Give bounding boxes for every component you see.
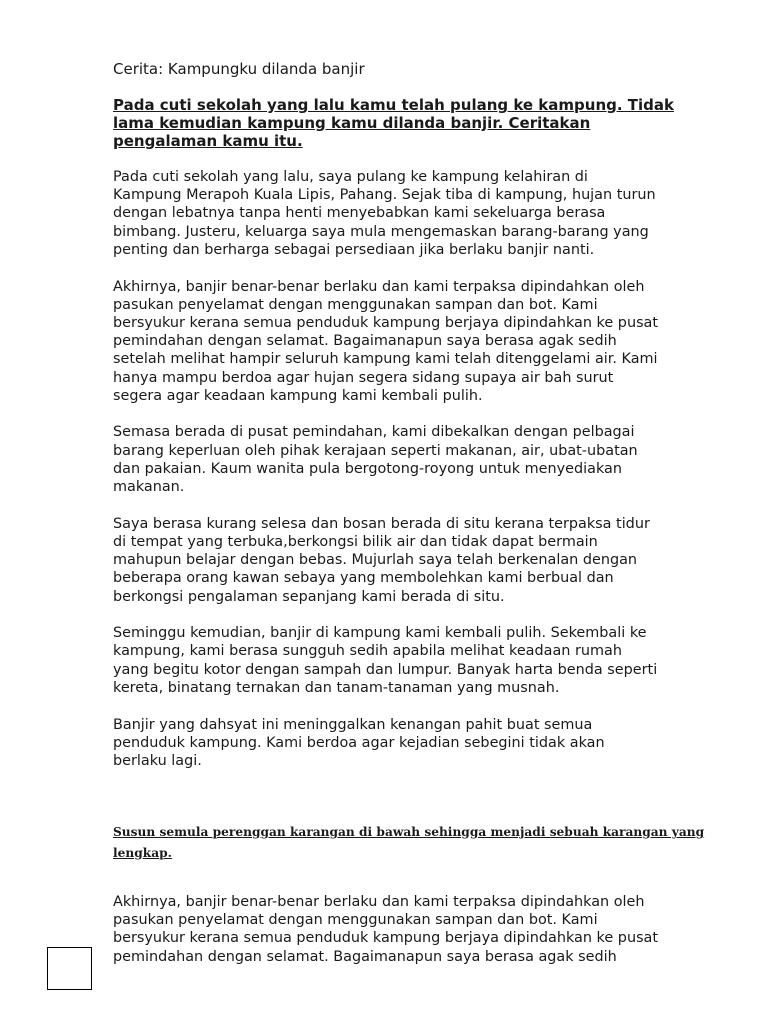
prompt-line: pengalaman kamu itu. [113,132,303,150]
paragraph-line: bersyukur kerana semua penduduk kampung berjaya dipindahkan ke pusat [113,930,659,947]
paragraph-line: penduduk kampung. Kami berdoa agar kejadian sebegini tidak akan [113,734,605,751]
paragraph-line: hanya mampu berdoa agar hujan segera sidang supaya air bah surut [113,369,614,386]
paragraph-line: berlaku lagi. [113,752,202,769]
paragraph-line: pemindahan dengan selamat. Bagaimanapun saya berasa agak sedih [113,948,617,965]
paragraph-line: Saya berasa kurang selesa dan bosan berada di situ kerana terpaksa tidur [113,515,650,532]
answer-box [47,947,92,990]
paragraph-line: bimbang. Justeru, keluarga saya mula mengemaskan barang-barang yang [113,223,649,240]
paragraph-line: pasukan penyelamat dengan menggunakan sampan dan bot. Kami [113,296,598,313]
paragraph-line: beberapa orang kawan sebaya yang membolehkan kami berbual dan [113,570,614,587]
paragraph-line: setelah melihat hampir seluruh kampung kami telah ditenggelami air. Kami [113,351,658,368]
paragraph-line: kereta, binatang ternakan dan tanam-tanaman yang musnah. [113,679,560,696]
paragraph-line: Akhirnya, banjir benar-benar berlaku dan kami terpaksa dipindahkan oleh [113,894,645,910]
paragraph-1 [113,168,713,259]
prompt-line: lama kemudian kampung kamu dilanda banjir. Ceritakan [113,114,591,132]
paragraph-line: kampung, kami berasa sungguh sedih apabila melihat keadaan rumah [113,643,622,660]
paragraph-line: di tempat yang terbuka,berkongsi bilik air dan tidak dapat bermain [113,533,598,550]
paragraph-2 [113,278,713,405]
paragraph-line: makanan. [113,479,185,496]
essay-prompt [113,96,693,150]
paragraph-6 [113,716,713,771]
instruction-line: lengkap. [113,846,172,860]
prompt-line: Pada cuti sekolah yang lalu kamu telah pulang ke kampung. Tidak [113,96,674,114]
paragraph-line: Kampung Merapoh Kuala Lipis, Pahang. Sejak tiba di kampung, hujan turun [113,187,656,204]
paragraph-line: barang keperluan oleh pihak kerajaan seperti makanan, air, ubat-ubatan [113,442,638,459]
paragraph-line: segera agar keadaan kampung kami kembali pulih. [113,387,483,404]
paragraph-4 [113,515,713,606]
paragraph-5 [113,624,713,697]
paragraph-line: dan pakaian. Kaum wanita pula bergotong-royong untuk menyediakan [113,460,622,477]
document-body [113,60,713,770]
paragraph-3 [113,423,713,496]
paragraph-line: penting dan berharga sebagai persediaan jika berlaku banjir nanti. [113,241,595,258]
paragraph-line: dengan lebatnya tanpa henti menyebabkan kami sekeluarga berasa [113,205,606,222]
paragraph-line: berkongsi pengalaman sepanjang kami berada di situ. [113,588,505,605]
paragraph-line: Seminggu kemudian, banjir di kampung kami kembali pulih. Sekembali ke [113,625,647,642]
paragraph-line: pasukan penyelamat dengan menggunakan sampan dan bot. Kami [113,912,598,929]
paragraph-line: Semasa berada di pusat pemindahan, kami dibekalkan dengan pelbagai [113,424,635,441]
exercise-paragraph [113,893,713,966]
instruction-line: Susun semula perenggan karangan di bawah sehingga menjadi sebuah karangan yang [113,825,705,839]
paragraph-line: Pada cuti sekolah yang lalu, saya pulang ke kampung kelahiran di [113,169,588,185]
paragraph-line: yang begitu kotor dengan sampah dan lumpur. Banyak harta benda seperti [113,661,658,678]
story-title: Cerita: Kampungku dilanda banjir [113,60,365,78]
paragraph-line: pemindahan dengan selamat. Bagaimanapun saya berasa agak sedih [113,333,617,350]
paragraph-line: Akhirnya, banjir benar-benar berlaku dan kami terpaksa dipindahkan oleh [113,278,645,295]
paragraph-line: Banjir yang dahsyat ini meninggalkan kenangan pahit buat semua [113,716,593,733]
paragraph-line: bersyukur kerana semua penduduk kampung berjaya dipindahkan ke pusat [113,314,659,331]
exercise-instruction [113,822,713,864]
paragraph-line: mahupun belajar dengan bebas. Mujurlah saya telah berkenalan dengan [113,552,638,569]
